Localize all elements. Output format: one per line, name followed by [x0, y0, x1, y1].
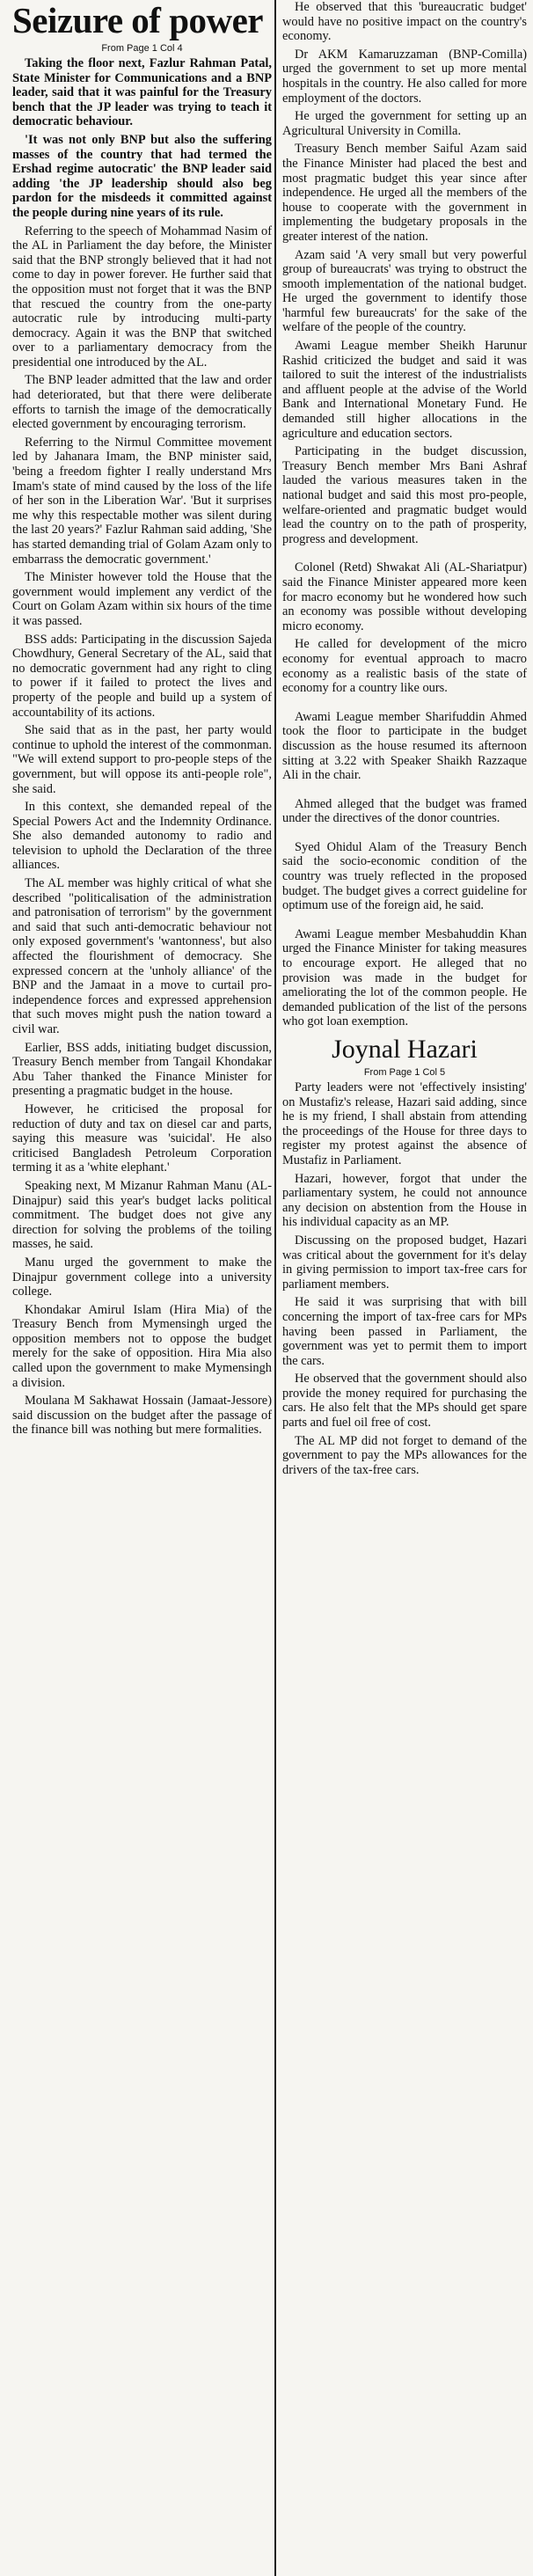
article-paragraph: He called for development of the micro economy for eventual approach to macro economy as a realistic basis of the state of economy for a country like ours. [282, 637, 527, 696]
article-paragraph: Dr AKM Kamaruzzaman (BNP-Comilla) urged the government to set up more mental hospitals in the country. He also called for more employment of the doctors. [282, 47, 527, 106]
article-paragraph: Treasury Bench member Saiful Azam said the Finance Minister had placed the best and most pragmatic budget this year since after independence. He urged all the members of the house to cooperate with the government in implementing the budgetary proposals in the greater interest of the nation. [282, 142, 527, 244]
continuation-source: From Page 1 Col 4 [101, 43, 183, 54]
right-column [282, 0, 527, 1481]
article-paragraph: Khondakar Amirul Islam (Hira Mia) of the Treasury Bench from Mymensingh urged the opposition members not to oppose the budget merely for the sake of opposition. Hira Mia also called upon the government to make Mymensingh a division. [12, 1302, 272, 1390]
article-paragraph: Party leaders were not 'effectively insisting' on Mustafiz's release, Hazari said adding, since he is my friend, I shall abstain from attending the proceedings of the House for three days to register my protest against the absence of Mustafiz in Parliament. [282, 1080, 527, 1167]
article-paragraph: BSS adds: Participating in the discussion Sajeda Chowdhury, General Secretary of the AL, said that no democratic government had any right to cling to power if it failed to protect the lives and property of the people and build up a system of accountability of its actions. [12, 632, 272, 720]
article-paragraph: The AL MP did not forget to demand of the government to pay the MPs allowances for the drivers of the tax-free cars. [282, 1433, 527, 1477]
article-paragraph: He observed that this 'bureaucratic budget' would have no positive impact on the country's economy. [282, 0, 527, 44]
article-paragraph: He observed that the government should also provide the money required for purchasing the cars. He also felt that the MPs should get spare parts and fuel oil free of cost. [282, 1372, 527, 1431]
article-paragraph: He said it was surprising that with bill concerning the import of tax-free cars for MPs having been passed in Parliament, the government was yet to permit them to import the cars. [282, 1295, 527, 1368]
article-paragraph: 'It was not only BNP but also the suffering masses of the country that had termed the Ershad regime autocratic' the BNP leader said adding 'the JP leadership should also beg pardon for the misdeeds it committed against the people during nine years of its rule. [12, 132, 272, 220]
article-paragraph: She said that as in the past, her party would continue to uphold the interest of the commonman. "We will extend support to pro-people steps of the government, but will oppose its anti-people role", she said. [12, 723, 272, 796]
article-paragraph: Referring to the Nirmul Committee movement led by Jahanara Imam, the BNP minister said, 'being a freedom fighter I really understand Mrs Imam's state of mind caused by the loss of the life of her son in the Liberation War'. 'But it surprises me why this respectable mother was silent during the last 20 years?' Fazlur Rahman said adding, 'She has started demanding trial of Golam Azam only to embarrass the democratic government.' [12, 435, 272, 567]
left-column [12, 0, 272, 1441]
column-divider [274, 0, 276, 2576]
headline-seizure-of-power: Seizure of power [12, 0, 264, 40]
article-paragraph: Azam said 'A very small but very powerful group of bureaucrats' was trying to obstruct the smooth implementation of the national budget. He urged the government to identify those 'harmful few bureaucrats' for the sake of the welfare of the people of the country. [282, 247, 527, 335]
article-paragraph: The Minister however told the House that the government would implement any verdict of the Court on Golam Azam within six hours of the time it was passed. [12, 570, 272, 628]
article-paragraph: Discussing on the proposed budget, Hazari was critical about the government for it's delay in giving permission to import tax-free cars for parliament members. [282, 1233, 527, 1292]
article-paragraph: Manu urged the government to make the Dinajpur government college into a university college. [12, 1255, 272, 1299]
article-paragraph: He urged the government for setting up an Agricultural University in Comilla. [282, 109, 527, 138]
joynal-hazari-body [282, 1080, 527, 1477]
article-paragraph: Awami League member Sheikh Harunur Rashid criticized the budget and said it was tailored to suit the interest of the industrialists and affluent people at the advise of the World Bank and International Monetary Fund. He demanded still higher allocations in the agriculture and education sectors. [282, 339, 527, 441]
article-paragraph: Ahmed alleged that the budget was framed under the directives of the donor countries. [282, 796, 527, 826]
article-paragraph: In this context, she demanded repeal of the Special Powers Act and the Indemnity Ordinance. She also demanded autonomy to radio and television to uphold the Declaration of the three alliances. [12, 800, 272, 873]
article-paragraph: Referring to the speech of Mohammad Nasim of the AL in Parliament the day before, the Minister said that the BNP strongly believed that it had not come to day in power forever. He further said that the opposition must not forget that it was the BNP that rescued the country from the one-party autocratic rule by introducing multi-party democracy. Again it was the BNP that switched over to a parliamentary democracy from the presidential one introduced by the AL. [12, 223, 272, 370]
article-paragraph: However, he criticised the proposal for reduction of duty and tax on diesel car and parts, saying this measure was 'suicidal'. He also criticised Bangladesh Petroleum Corporation terming it as a 'white elephant.' [12, 1101, 272, 1175]
article-paragraph: Syed Ohidul Alam of the Treasury Bench said the socio-economic condition of the country was truely reflected in the proposed budget. The budget gives a correct guideline for optimum use of the foreign aid, he said. [282, 839, 527, 913]
article-paragraph: The AL member was highly critical of what she described "politicalisation of the administration and patronisation of terrorism" by the government and said that such anti-democratic behaviour not only exposed government's 'wantonness', but also affected the flourishment of democracy. She expressed concern at the 'unholy alliance' of the BNP and the Jamaat in a move to curtail pro-independence forces and expressed apprehension that such moves might push the nation toward a civil war. [12, 876, 272, 1036]
article-paragraph: Hazari, however, forgot that under the parliamentary system, he could not announce any decision on abstention from the House in his individual capacity as an MP. [282, 1171, 527, 1230]
headline-joynal-hazari: Joynal Hazari [332, 1035, 478, 1064]
article-paragraph: Colonel (Retd) Shwakat Ali (AL-Shariatpur) said the Finance Minister appeared more keen for macro economy but he wondered how such an economy was possible without developing micro economy. [282, 560, 527, 633]
article-paragraph: Taking the floor next, Fazlur Rahman Patal, State Minister for Communications and a BNP leader, said that it was painful for the Treasury bench that the JP leader was trying to teach it democratic behaviour. [12, 56, 272, 129]
continuation-source-2: From Page 1 Col 5 [363, 1067, 446, 1078]
article-paragraph: Earlier, BSS adds, initiating budget discussion, Treasury Bench member from Tangail Khondakar Abu Taher thanked the Finance Minister for presenting a pragmatic budget in the house. [12, 1040, 272, 1099]
article-paragraph: Speaking next, M Mizanur Rahman Manu (AL-Dinajpur) said this year's budget lacks political commitment. The budget does not give any direction for solving the problems of the toiling masses, he said. [12, 1178, 272, 1252]
article-paragraph: Moulana M Sakhawat Hossain (Jamaat-Jessore) said discussion on the budget after the passage of the finance bill was nothing but mere formalities. [12, 1394, 272, 1438]
seizure-continuation-body [282, 0, 527, 1029]
article-paragraph: Awami League member Mesbahuddin Khan urged the Finance Minister for taking measures to encourage export. He alleged that no provision was made in the budget for ameliorating the lot of the common people. He demanded publication of the list of the persons who got loan exemption. [282, 926, 527, 1029]
article-paragraph: Participating in the budget discussion, Treasury Bench member Mrs Bani Ashraf lauded the various measures taken in the national budget and said this most pro-people, welfare-oriented and pragmatic budget would lead the country on to the path of prosperity, progress and development. [282, 444, 527, 546]
article-paragraph: The BNP leader admitted that the law and order had deteriorated, but that there were deliberate efforts to tarnish the image of the democratically elected government by encouraging terrorism. [12, 373, 272, 432]
article-paragraph: Awami League member Sharifuddin Ahmed took the floor to participate in the budget discussion as the house resumed its afternoon sitting at 3.22 with Speaker Shaikh Razzaque Ali in the chair. [282, 709, 527, 783]
